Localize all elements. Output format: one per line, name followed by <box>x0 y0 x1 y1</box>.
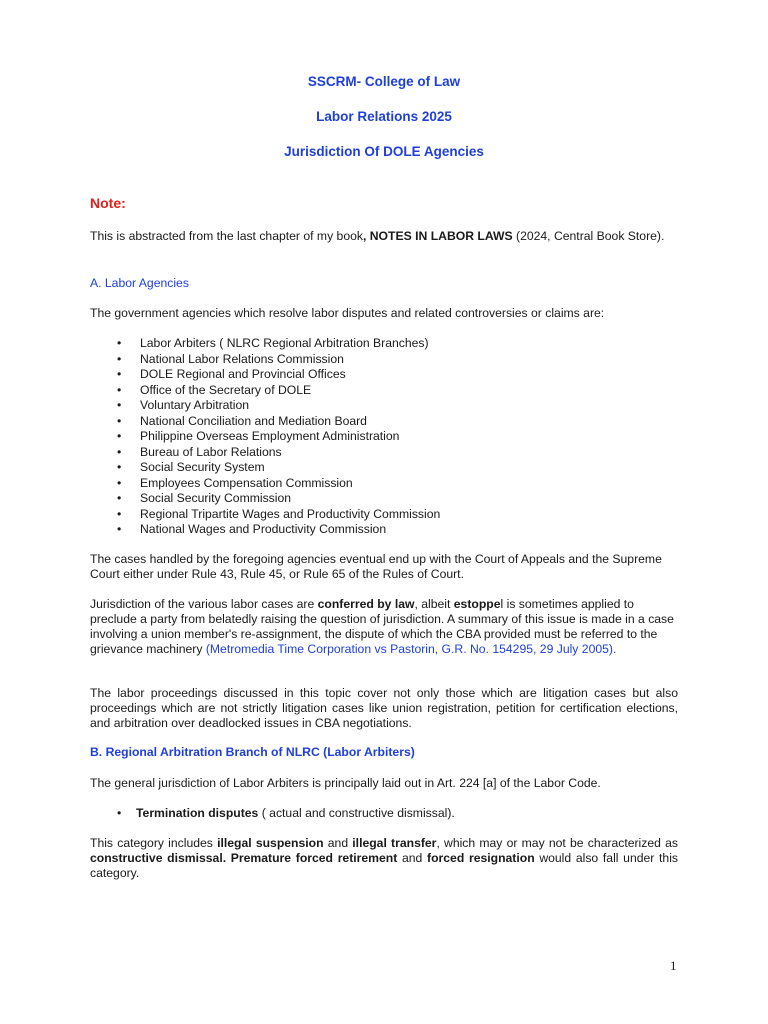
intro-paragraph: This is abstracted from the last chapter of my book, NOTES IN LABOR LAWS (2024, Central Book Store). <box>90 229 665 243</box>
topic-title: Jurisdiction Of DOLE Agencies <box>284 144 484 159</box>
list-item: • National Conciliation and Mediation Board <box>117 413 367 428</box>
book-title: , NOTES IN LABOR LAWS <box>362 229 513 243</box>
bullet-icon: • <box>117 398 122 412</box>
list-item: • DOLE Regional and Provincial Offices <box>117 367 346 381</box>
list-item: • Labor Arbiters ( NLRC Regional Arbitration Branches) <box>117 336 429 350</box>
case-citation: (Metromedia Time Corporation vs Pastorin, G.R. No. 154295, 29 July 2005). <box>205 642 617 656</box>
list-item: • Office of the Secretary of DOLE <box>117 382 312 397</box>
list-item: • National Labor Relations Commission <box>117 351 344 366</box>
agency-list <box>90 336 440 538</box>
category-paragraph: This category includes illegal suspension and illegal transfer, which may or may not be characterized as constructive dismissal. Premature forced retirement and forced resignation would also fall under this category. <box>90 836 678 880</box>
jurisdiction-paragraph: Jurisdiction of the various labor cases are conferred by law, albeit estoppel is sometimes applied to preclude a party from belatedly raising the question of jurisdiction. A summary of this issue is made in a case involving a union member's re-assignment, the dispute of which the CBA provided must be referred to the grievance machinery (Metromedia Time Corporation vs Pastorin, G.R. No. 154295, 29 July 2005). <box>90 597 674 656</box>
proceedings-paragraph: The labor proceedings discussed in this topic cover not only those which are litigation cases but also proceedings which are not strictly litigation cases like union registration, petition for certification elections, and arbitration over deadlocked issues in CBA negotiations. <box>90 686 678 730</box>
bullet-icon: • <box>117 460 122 474</box>
bullet-icon: • <box>117 413 122 428</box>
list-item: • Employees Compensation Commission <box>117 475 353 490</box>
bullet-icon: • <box>117 367 122 381</box>
document-page: SSCRM- College of Law Labor Relations 2025 Jurisdiction Of DOLE Agencies Note: This is abstracted from the last chapter of my book, NOTES IN LABOR LAWS (2024, Central Book Store). A. Labor Agencies The government agencies which resolve labor disputes and related controversies or claims are: • Labor Arbiters ( NLRC Regional Arbitration Branches) • National Labor Relations Commission • DOLE Regional and Provincial Offices • Office of the Secretary of DOLE • Voluntary Arbitration • National Conciliation and Mediation Board • Philippine Overseas Employment Administration • Bureau of Labor Relations • Social Security System • Employees Compensation Commission • Social Security Commission • Regional Tripartite Wages and Productivity Commission • National Wages and Productivity Commission The cases handled by the foregoing agencies eventual end up with the Court of Appeals and the Supreme Court either under Rule 43, Rule 45, or Rule 65 of the Rules of Court. Jurisdiction of the various labor cases are conferred by law, albeit estoppel is sometimes applied to preclude a party from belatedly raising the question of jurisdiction. A summary of this issue is made in a case involving a union member's re-assignment, the dispute of which the CBA provided must be referred to the grievance machinery (Metromedia Time Corporation vs Pastorin, G.R. No. 154295, 29 July 2005). The labor proceedings discussed in this topic cover not only those which are litigation cases but also proceedings which are not strictly litigation cases like union registration, petition for certification elections, and arbitration over deadlocked issues in CBA negotiations. B. Regional Arbitration Branch of NLRC (Labor Arbiters) The general jurisdiction of Labor Arbiters is principally laid out in Art. 224 [a] of the Labor Code. • Termination disputes ( actual and constructive dismissal). This category includes illegal suspension and illegal transfer, which may or may not be characterized as constructive dismissal. Premature forced retirement and forced resignation would also fall under this category. 1 <box>0 0 768 1024</box>
bullet-icon: • <box>117 506 122 521</box>
bullet-icon: • <box>117 491 122 505</box>
section-b-heading: B. Regional Arbitration Branch of NLRC (Labor Arbiters) <box>90 745 415 759</box>
list-item: • Social Security Commission <box>117 491 292 505</box>
appeals-paragraph: The cases handled by the foregoing agencies eventual end up with the Court of Appeals and the Supreme Court either under Rule 43, Rule 45, or Rule 65 of the Rules of Court. <box>90 552 662 581</box>
list-item: • National Wages and Productivity Commission <box>117 522 387 536</box>
course-title: Labor Relations 2025 <box>316 109 452 124</box>
bullet-icon: • <box>117 806 122 820</box>
list-item: • Voluntary Arbitration <box>117 398 250 412</box>
list-item: • Social Security System <box>117 460 265 474</box>
bullet-icon: • <box>117 336 122 350</box>
note-label: Note: <box>90 195 126 211</box>
bullet-icon: • <box>117 382 122 397</box>
bullet-icon: • <box>117 522 122 536</box>
school-title: SSCRM- College of Law <box>307 74 461 89</box>
bullet-icon: • <box>117 475 122 490</box>
section-a-heading: A. Labor Agencies <box>90 276 189 290</box>
page-number: 1 <box>670 958 677 973</box>
list-item: • Philippine Overseas Employment Administration <box>117 429 400 443</box>
agencies-lead: The government agencies which resolve labor disputes and related controversies or claims are: <box>90 306 605 320</box>
bullet-icon: • <box>117 444 122 459</box>
list-item: • Bureau of Labor Relations <box>117 444 282 459</box>
bullet-icon: • <box>117 429 122 443</box>
list-item: • Regional Tripartite Wages and Productivity Commission <box>117 506 441 521</box>
bullet-icon: • <box>117 351 122 366</box>
arbiters-lead: The general jurisdiction of Labor Arbiters is principally laid out in Art. 224 [a] of the Labor Code. <box>90 776 601 790</box>
